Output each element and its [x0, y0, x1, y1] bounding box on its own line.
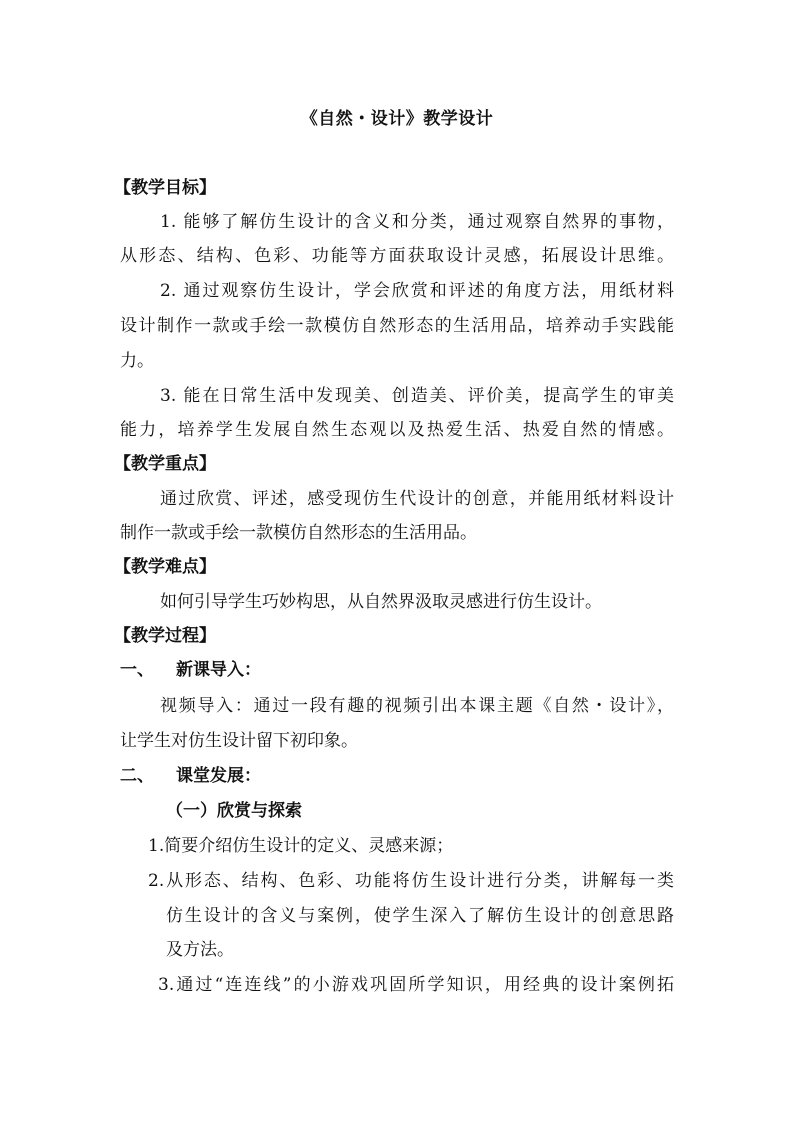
objective-1-line-1: 1. 能够了解仿生设计的含义和分类，通过观察自然界的事物， — [160, 212, 674, 232]
objective-1-line-2: 从形态、结构、色彩、功能等方面获取设计灵感，拓展设计思维。 — [120, 246, 674, 266]
objective-2-line-1: 2. 通过观察仿生设计，学会欣赏和评述的角度方法，用纸材料 — [160, 281, 674, 301]
process-item-2-line-3: 及方法。 — [166, 940, 234, 960]
difficulties-line-1: 如何引导学生巧妙构思，从自然界汲取灵感进行仿生设计。 — [160, 592, 602, 612]
process-item-3-line-1: 3.通过“连连线”的小游戏巩固所学知识，用经典的设计案例拓 — [158, 975, 674, 995]
section-heading-difficulties: 【教学难点】 — [114, 557, 216, 577]
process-item-2-line-1: 2.从形态、结构、色彩、功能将仿生设计进行分类，讲解每一类 — [148, 871, 674, 891]
keypoints-line-1: 通过欣赏、评述，感受现仿生代设计的创意，并能用纸材料设计 — [160, 489, 674, 509]
section-heading-process: 【教学过程】 — [114, 626, 216, 646]
document-title: 《自然・设计》教学设计 — [300, 109, 494, 129]
step-2-title: 课堂发展： — [176, 766, 261, 786]
step-1-text-line-2: 让学生对仿生设计留下初印象。 — [120, 731, 358, 751]
step-2-number: 二、 — [120, 766, 154, 786]
step-1-text-line-1: 视频导入：通过一段有趣的视频引出本课主题《自然・设计》， — [160, 696, 674, 716]
objective-3-line-1: 3. 能在日常生活中发现美、创造美、评价美，提高学生的审美 — [160, 386, 674, 406]
section-heading-keypoints: 【教学重点】 — [114, 454, 216, 474]
objective-2-line-3: 力。 — [120, 351, 154, 371]
objective-3-line-2: 能力，培养学生发展自然生态观以及热爱生活、热爱自然的情感。 — [120, 420, 674, 440]
keypoints-line-2: 制作一款或手绘一款模仿自然形态的生活用品。 — [120, 523, 477, 543]
section-heading-objectives: 【教学目标】 — [114, 178, 216, 198]
subsection-heading-appreciate: （一）欣赏与探索 — [166, 801, 302, 821]
step-1-title: 新课导入： — [176, 660, 261, 680]
step-1-number: 一、 — [120, 660, 154, 680]
process-item-1: 1.简要介绍仿生设计的定义、灵感来源； — [148, 836, 454, 856]
process-item-2-line-2: 仿生设计的含义与案例，使学生深入了解仿生设计的创意思路 — [166, 906, 674, 926]
objective-2-line-2: 设计制作一款或手绘一款模仿自然形态的生活用品，培养动手实践能 — [120, 316, 674, 336]
